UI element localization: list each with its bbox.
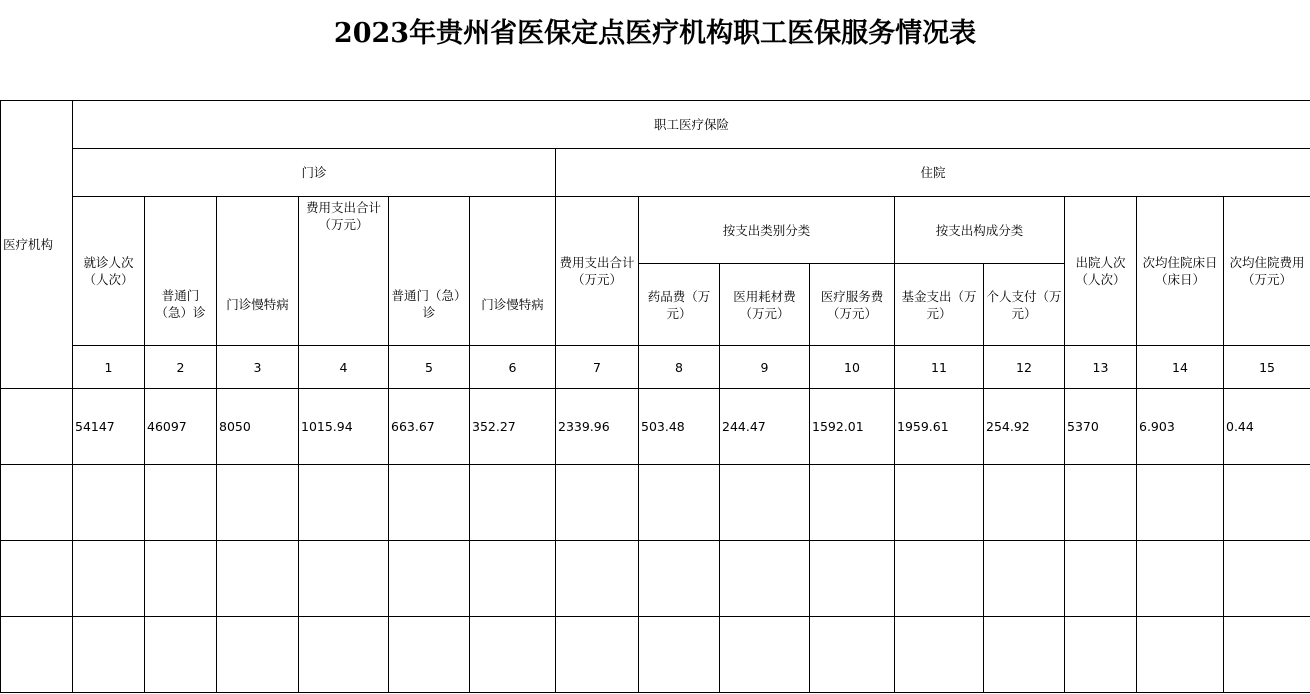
header-col-11: 基金支出（万元） bbox=[895, 264, 984, 346]
table-cell bbox=[720, 465, 810, 541]
table-cell bbox=[639, 465, 720, 541]
table-row bbox=[1, 465, 1310, 541]
column-number: 7 bbox=[556, 346, 639, 389]
header-by-composition: 按支出构成分类 bbox=[895, 197, 1065, 264]
table-cell bbox=[389, 541, 470, 617]
table-cell bbox=[1137, 541, 1224, 617]
table-cell bbox=[895, 617, 984, 693]
table-cell bbox=[470, 617, 556, 693]
header-col-5: 普通门（急）诊 bbox=[389, 264, 470, 346]
table-cell bbox=[73, 617, 145, 693]
table-cell bbox=[895, 541, 984, 617]
table-cell: 663.67 bbox=[389, 389, 470, 465]
header-col-15: 次均住院费用（万元） bbox=[1224, 197, 1310, 346]
header-col-8: 药品费（万元） bbox=[639, 264, 720, 346]
table-cell bbox=[470, 541, 556, 617]
header-col-2: 普通门（急）诊 bbox=[145, 264, 217, 346]
table-cell: 54147 bbox=[73, 389, 145, 465]
column-number: 4 bbox=[299, 346, 389, 389]
table-cell bbox=[217, 465, 299, 541]
table-cell bbox=[217, 541, 299, 617]
column-number: 6 bbox=[470, 346, 556, 389]
table-cell bbox=[984, 617, 1065, 693]
table-cell bbox=[299, 541, 389, 617]
table-cell bbox=[556, 617, 639, 693]
header-col-12: 个人支付（万元） bbox=[984, 264, 1065, 346]
table-cell bbox=[556, 541, 639, 617]
table-cell bbox=[217, 617, 299, 693]
table-cell bbox=[810, 617, 895, 693]
header-blank bbox=[389, 197, 470, 264]
table-cell bbox=[556, 465, 639, 541]
institution-cell bbox=[1, 465, 73, 541]
table-cell: 2339.96 bbox=[556, 389, 639, 465]
header-col-10: 医疗服务费（万元） bbox=[810, 264, 895, 346]
table-row bbox=[1, 617, 1310, 693]
table-body bbox=[1, 389, 1310, 693]
table-cell bbox=[1224, 541, 1310, 617]
table-cell bbox=[1065, 465, 1137, 541]
table-cell bbox=[145, 617, 217, 693]
column-number: 8 bbox=[639, 346, 720, 389]
header-col-13: 出院人次（人次） bbox=[1065, 197, 1137, 346]
header-by-category: 按支出类别分类 bbox=[639, 197, 895, 264]
table-cell bbox=[895, 465, 984, 541]
header-blank bbox=[217, 197, 299, 264]
column-number: 5 bbox=[389, 346, 470, 389]
report-table bbox=[0, 100, 1310, 693]
table-cell bbox=[1065, 617, 1137, 693]
institution-cell bbox=[1, 541, 73, 617]
table-cell bbox=[1137, 617, 1224, 693]
column-number: 13 bbox=[1065, 346, 1137, 389]
table-cell: 5370 bbox=[1065, 389, 1137, 465]
header-outpatient: 门诊 bbox=[73, 149, 556, 197]
table-cell bbox=[720, 541, 810, 617]
table-cell: 1015.94 bbox=[299, 389, 389, 465]
table-cell bbox=[1224, 617, 1310, 693]
table-row bbox=[1, 389, 1310, 465]
table-cell: 6.903 bbox=[1137, 389, 1224, 465]
table-cell bbox=[145, 541, 217, 617]
institution-cell bbox=[1, 617, 73, 693]
table-cell bbox=[810, 541, 895, 617]
table-cell bbox=[389, 465, 470, 541]
column-number: 1 bbox=[73, 346, 145, 389]
table-cell: 0.44 bbox=[1224, 389, 1310, 465]
table-cell bbox=[1137, 465, 1224, 541]
table-cell bbox=[389, 617, 470, 693]
header-institution: 医疗机构 bbox=[1, 101, 73, 389]
table-cell bbox=[1065, 541, 1137, 617]
column-number: 12 bbox=[984, 346, 1065, 389]
table-cell bbox=[145, 465, 217, 541]
table-cell: 46097 bbox=[145, 389, 217, 465]
header-insurance: 职工医疗保险 bbox=[73, 101, 1310, 149]
header-blank bbox=[145, 197, 217, 264]
table-cell bbox=[299, 465, 389, 541]
table-cell bbox=[73, 465, 145, 541]
header-blank bbox=[470, 197, 556, 264]
header-col-4: 费用支出合计（万元） bbox=[299, 197, 389, 346]
table-cell: 352.27 bbox=[470, 389, 556, 465]
column-number: 11 bbox=[895, 346, 984, 389]
table-cell bbox=[984, 465, 1065, 541]
column-number: 9 bbox=[720, 346, 810, 389]
header-col-9: 医用耗材费（万元） bbox=[720, 264, 810, 346]
table-cell bbox=[299, 617, 389, 693]
table-cell bbox=[639, 541, 720, 617]
column-number: 14 bbox=[1137, 346, 1224, 389]
page-title: 2023年贵州省医保定点医疗机构职工医保服务情况表 bbox=[333, 18, 977, 49]
table-cell bbox=[73, 541, 145, 617]
column-number: 2 bbox=[145, 346, 217, 389]
table-cell: 244.47 bbox=[720, 389, 810, 465]
header-col-1: 就诊人次（人次） bbox=[73, 197, 145, 346]
column-number: 3 bbox=[217, 346, 299, 389]
table-cell: 503.48 bbox=[639, 389, 720, 465]
table-cell: 8050 bbox=[217, 389, 299, 465]
column-number: 15 bbox=[1224, 346, 1310, 389]
header-col-7: 费用支出合计（万元） bbox=[556, 197, 639, 346]
header-inpatient: 住院 bbox=[556, 149, 1310, 197]
table-cell bbox=[470, 465, 556, 541]
table-cell: 254.92 bbox=[984, 389, 1065, 465]
table-cell bbox=[810, 465, 895, 541]
table-row bbox=[1, 541, 1310, 617]
table-cell bbox=[1224, 465, 1310, 541]
header-col-3: 门诊慢特病 bbox=[217, 264, 299, 346]
table-cell bbox=[639, 617, 720, 693]
header-col-6: 门诊慢特病 bbox=[470, 264, 556, 346]
institution-cell bbox=[1, 389, 73, 465]
table-cell: 1959.61 bbox=[895, 389, 984, 465]
column-number: 10 bbox=[810, 346, 895, 389]
table-cell bbox=[984, 541, 1065, 617]
header-col-14: 次均住院床日（床日） bbox=[1137, 197, 1224, 346]
table-cell: 1592.01 bbox=[810, 389, 895, 465]
table-cell bbox=[720, 617, 810, 693]
